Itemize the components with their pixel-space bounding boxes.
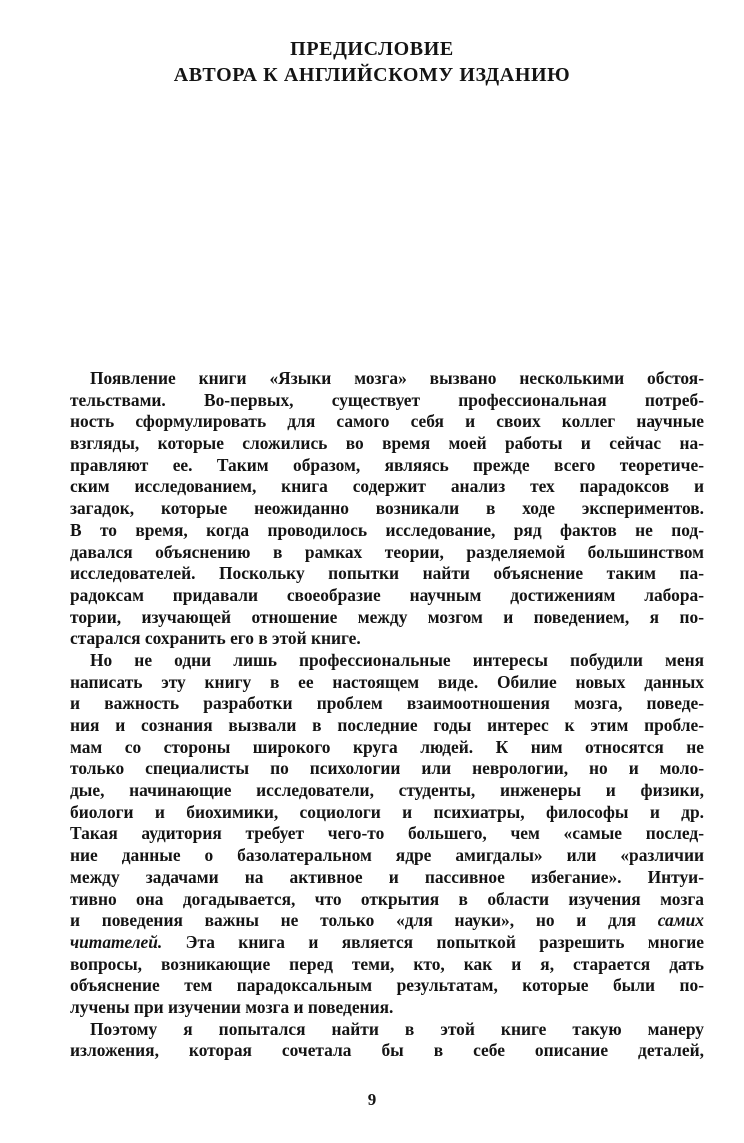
text-line: объяснение тем парадоксальным результатам, которые были по-: [70, 975, 704, 996]
italic-phrase-start: читателей.: [70, 931, 163, 952]
text-line: только специалисты по психологии или неврологии, но и моло-: [70, 758, 704, 779]
preface-title: ПРЕДИСЛОВИЕ: [290, 38, 454, 60]
text-line: и важность разработки проблем взаимоотношения мозга, поведе-: [70, 693, 704, 714]
text-line: биологи и биохимики, социологи и психиатры, философы и др.: [70, 801, 704, 822]
text-line: изложения, которая сочетала бы в себе описание деталей,: [70, 1040, 704, 1061]
text-line: ния и сознания вызвали в последние годы интерес к этим пробле-: [70, 715, 704, 735]
text-line: ность сформулировать для самого себя и своих коллег научные: [70, 411, 704, 432]
text-line: мам со стороны широкого круга людей. К ним относятся не: [70, 736, 704, 757]
preface-subtitle: АВТОРА К АНГЛИЙСКОМУ ИЗДАНИЮ: [173, 64, 571, 86]
text-line: ским исследованием, книга содержит анализ тех парадоксов и: [70, 476, 704, 497]
preface-body: [70, 368, 704, 1062]
italic-phrase: самих: [657, 910, 704, 931]
text-line: Такая аудитория требует чего-то большего, чем «самые послед-: [70, 823, 704, 844]
text-line: тории, изучающей отношение между мозгом и поведением, я по-: [70, 606, 704, 627]
text-line: тивно она догадывается, что открытия в области изучения мозга: [70, 888, 704, 909]
text-line: давался объяснению в рамках теории, разделяемой большинством: [70, 541, 704, 562]
text-line-part: и поведения важны не только «для науки», но и для: [70, 910, 636, 931]
text-line: написать эту книгу в ее настоящем виде. Обилие новых данных: [70, 671, 704, 692]
text-line: загадок, которые неожиданно возникали в ходе экспериментов.: [70, 498, 704, 519]
text-line: В то время, когда проводилось исследование, ряд фактов не под-: [70, 519, 704, 540]
text-line: радоксам придавали своеобразие научным достижениям лабора-: [70, 584, 704, 605]
text-line: тельствами. Во-первых, существует профессиональная потреб-: [70, 389, 704, 410]
text-line: правляют ее. Таким образом, являясь прежде всего теоретиче-: [70, 454, 704, 475]
text-line: Поэтому я попытался найти в этой книге такую манеру: [90, 1018, 704, 1039]
text-line: [70, 932, 704, 954]
page-number: 9: [367, 1090, 377, 1109]
text-line: исследователей. Поскольку попытки найти объяснение таким па-: [70, 563, 704, 584]
text-line: дые, начинающие исследователи, студенты, инженеры и физики,: [70, 780, 704, 801]
text-line-part: Эта книга и является попыткой разрешить многие: [162, 931, 704, 952]
text-line: Появление книги «Языки мозга» вызвано несколькими обстоя-: [90, 368, 704, 388]
text-line: взгляды, которые сложились во время моей работы и сейчас на-: [70, 433, 704, 454]
text-line: старался сохранить его в этой книге.: [70, 628, 361, 649]
text-line: между задачами на активное и пассивное избегание». Интуи-: [70, 866, 704, 887]
text-line: Но не одни лишь профессиональные интересы побудили меня: [90, 649, 704, 670]
text-line: [70, 910, 704, 932]
text-line: лучены при изучении мозга и поведения.: [70, 996, 394, 1017]
text-line: вопросы, возникающие перед теми, кто, как и я, старается дать: [70, 953, 704, 974]
text-line: ние данные о базолатеральном ядре амигдалы» или «различии: [70, 845, 704, 866]
